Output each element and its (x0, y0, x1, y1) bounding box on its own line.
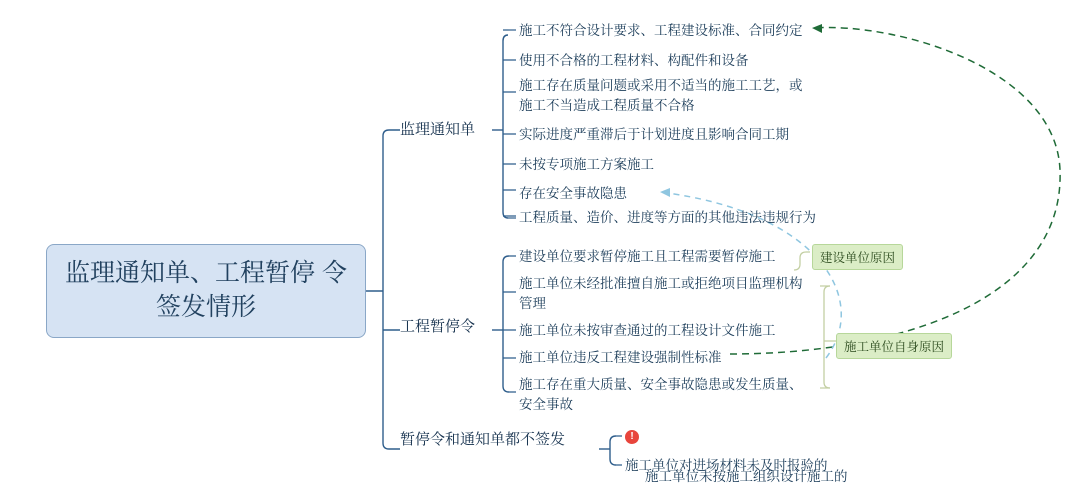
list-item[interactable]: 施工存在重大质量、安全事故隐患或发生质量、 安全事故 (519, 377, 803, 412)
list-item[interactable]: 实际进度严重滞后于计划进度且影响合同工期 (519, 127, 789, 142)
list-item[interactable]: 建设单位要求暂停施工且工程需要暂停施工 (519, 249, 776, 264)
list-item[interactable]: 施工单位未按审查通过的工程设计文件施工 (519, 323, 776, 338)
branch-3-text: 暂停令和通知单都不签发 (400, 431, 566, 448)
list-item[interactable]: 施工不符合设计要求、工程建设标准、合同约定 (519, 23, 803, 38)
list-item[interactable]: 施工单位对进场材料未及时报验的 (625, 458, 828, 473)
warning-icon: ! (625, 430, 639, 444)
list-item[interactable]: 施工单位违反工程建设强制性标准 (519, 350, 722, 365)
branch-label-dou-bu-qianfa[interactable] (400, 428, 565, 449)
list-item[interactable]: 存在安全事故隐患 (519, 186, 627, 201)
root-node[interactable] (46, 244, 366, 338)
list-item-label: 施工单位未按施工组织设计施工的 (645, 469, 848, 485)
root-title: 监理通知单、工程暂停 令签发情形 (65, 259, 347, 321)
list-item[interactable]: 施工存在质量问题或采用不适当的施工工艺，或 施工不当造成工程质量不合格 (519, 78, 803, 113)
list-item[interactable]: 使用不合格的工程材料、构配件和设备 (519, 53, 749, 68)
branch-label-jianli-tongzhidan[interactable] (400, 118, 475, 139)
branch-2-text: 工程暂停令 (400, 318, 476, 335)
branch-1-text: 监理通知单 (400, 121, 476, 138)
tag-shigong-danwei-zishen-yuanyin[interactable]: 施工单位自身原因 (836, 333, 952, 359)
list-item[interactable]: 未按专项施工方案施工 (519, 157, 654, 172)
branch-label-gongcheng-zanting-ling[interactable] (400, 315, 475, 336)
list-item[interactable]: 施工单位未经批准擅自施工或拒绝项目监理机构 管理 (519, 276, 803, 311)
tag-jianshe-danwei-yuanyin[interactable]: 建设单位原因 (812, 244, 903, 270)
list-item[interactable]: 工程质量、造价、进度等方面的其他违法违规行为 (519, 210, 816, 225)
